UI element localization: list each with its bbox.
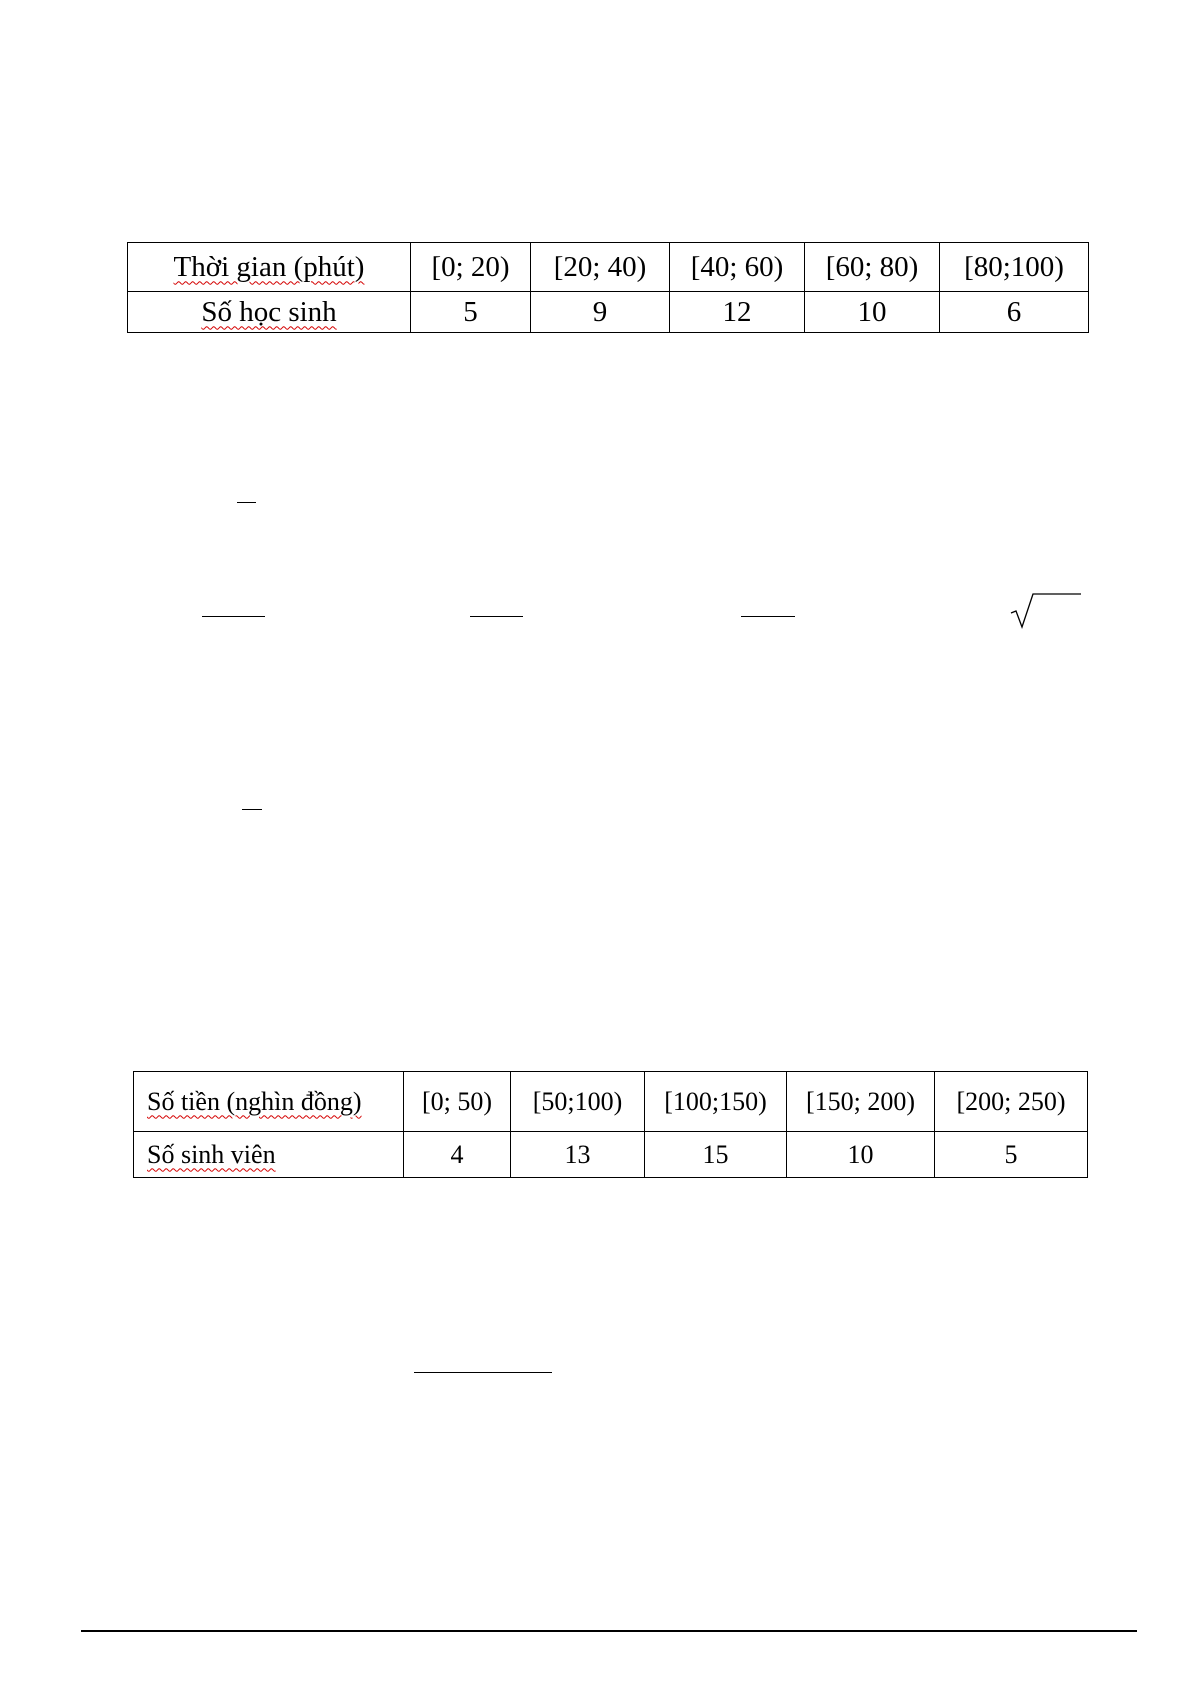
count-cell: 10 bbox=[805, 292, 940, 333]
count-cell: 5 bbox=[935, 1132, 1088, 1178]
student-money-table bbox=[133, 1071, 1088, 1178]
interval-cell: [0; 50) bbox=[404, 1072, 511, 1132]
header-label-cell bbox=[128, 243, 411, 292]
count-cell: 9 bbox=[531, 292, 670, 333]
count-cell: 10 bbox=[787, 1132, 935, 1178]
fraction-bar bbox=[202, 616, 265, 617]
table-row bbox=[134, 1132, 1088, 1178]
count-cell: 5 bbox=[411, 292, 531, 333]
row-label: Số học sinh bbox=[201, 295, 337, 328]
count-cell: 6 bbox=[940, 292, 1089, 333]
row-label-cell bbox=[128, 292, 411, 333]
count-cell: 4 bbox=[404, 1132, 511, 1178]
header-label: Thời gian (phút) bbox=[173, 250, 365, 283]
fraction-bar bbox=[741, 616, 795, 617]
table-row bbox=[128, 292, 1089, 333]
row-label-cell bbox=[134, 1132, 404, 1178]
count-cell: 15 bbox=[645, 1132, 787, 1178]
count-cell: 12 bbox=[670, 292, 805, 333]
table-row bbox=[134, 1072, 1088, 1132]
table-row bbox=[128, 243, 1089, 292]
interval-cell: [40; 60) bbox=[670, 243, 805, 292]
overline-mark bbox=[237, 502, 256, 503]
interval-cell: [0; 20) bbox=[411, 243, 531, 292]
interval-cell: [20; 40) bbox=[531, 243, 670, 292]
fraction-bar bbox=[414, 1372, 552, 1373]
square-root-sign bbox=[1010, 590, 1082, 630]
interval-cell: [150; 200) bbox=[787, 1072, 935, 1132]
header-label-cell bbox=[134, 1072, 404, 1132]
overline-mark bbox=[242, 809, 262, 810]
row-label: Số sinh viên bbox=[147, 1139, 276, 1169]
interval-cell: [100;150) bbox=[645, 1072, 787, 1132]
count-cell: 13 bbox=[511, 1132, 645, 1178]
fraction-bar bbox=[470, 616, 523, 617]
interval-cell: [50;100) bbox=[511, 1072, 645, 1132]
interval-cell: [80;100) bbox=[940, 243, 1089, 292]
header-label: Số tiền (nghìn đồng) bbox=[147, 1086, 362, 1116]
interval-cell: [60; 80) bbox=[805, 243, 940, 292]
footer-divider bbox=[81, 1630, 1137, 1632]
interval-cell: [200; 250) bbox=[935, 1072, 1088, 1132]
student-time-table bbox=[127, 242, 1089, 333]
